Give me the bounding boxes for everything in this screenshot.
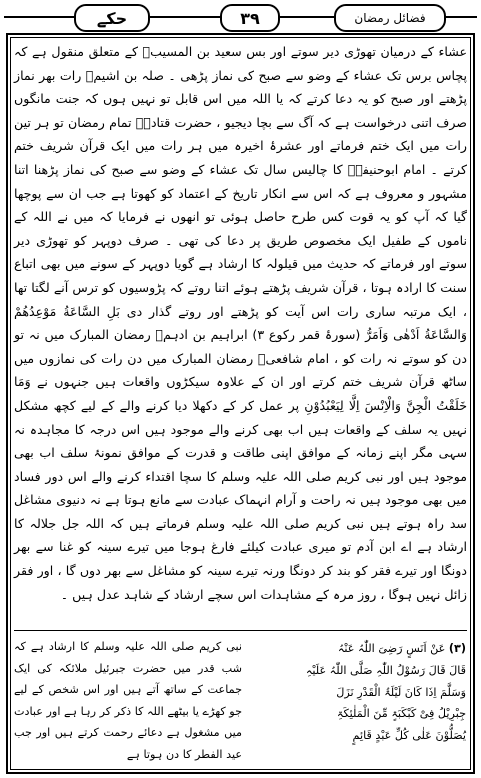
page-header	[4, 2, 477, 32]
hadith-translation-text: نبی کریم صلی اللہ علیہ وسلم کا ارشاد ہے کہ شب قدر میں حضرت جبرئیل ملائکہ کی ایک جماعت کے ساتھ آتے ہیں اور اس شخص کے لیے جو کھڑے یا بیٹھے اللہ کا ذکر کر رہا ہے اور عبادت میں مشغول ہے دعائے رحمت کرتے ہیں اور جب عید الفطر کا دن ہوتا ہے	[14, 640, 242, 761]
hadith-arabic-line-2: قَالَ قَالَ رَسُوْلُ اللّٰہِ صَلَّی اللّٰہُ عَلَیْہِ	[305, 663, 466, 677]
hadith-arabic-line-4: جِبْرِیْلُ فِیْ کَبْکَبَۃٍ مِّنَ الْمَلٰئِکَۃِ	[336, 707, 466, 721]
hadith-number: (۳)	[448, 642, 466, 655]
header-left-title: حکے	[74, 4, 150, 32]
hadith-arabic-line-1: (۳) عَنْ اَنَسٍ رَضِیَ اللّٰہُ عَنْہُ	[337, 642, 466, 655]
main-paragraph: عشاء کے درمیان تھوڑی دیر سوتے اور بس سعید بن المسیبؒ کے متعلق منقول ہے کہ پچاس برس تک عشاء کے وضو سے صبح کی نماز پڑھی ۔ صلہ بن اشیمؒ رات بھر نماز پڑھتے اور صبح کو یہ دعا کرتے کہ یا اللہ میں اس قابل تو نہیں ہوں کہ جنت مانگوں صرف اتنی درخواست ہے کہ آگ سے بچا دیجیو ، حضرت قتادہؒ تمام رمضان تو ہر تین رات میں ایک ختم فرماتے اور عشرۂ اخیرہ میں ہر رات میں ایک قرآن شریف ختم کرتے ۔ امام ابوحنیفہؒ کا چالیس سال تک عشاء کے وضو سے صبح کی نماز پڑھنا اتنا مشہور و معروف ہے کہ اس سے انکار تاریخ کے اعتماد کو کھوتا ہے جب ان سے پوچھا گیا کہ آپ کو یہ قوت کس طرح حاصل ہوئی تو انھوں نے فرمایا کہ میں نے اللہ کے ناموں کے طفیل ایک مخصوص طریق پر دعا کی تھی ۔ صرف دوپہر کو تھوڑی دیر سوتے اور فرماتے کہ حدیث میں قیلولہ کا ارشاد ہے گویا دوپہر کے سونے میں بھی اتباع سنت کا ارادہ ہوتا ، قرآن شریف پڑھتے ہوئے اتنا روتے کہ پڑوسیوں کو ترس آنے لگتا تھا ، ایک مرتبہ ساری رات اس آیت کو پڑھتے اور روتے گذار دی بَلِ السَّاعَةُ مَوْعِدُهُمْ وَالسَّاعَةُ اَدْهٰى وَاَمَرُّ (سورۂ قمر رکوع ۳) ابراہیم بن ادہمؒ رمضان المبارک میں نہ تو دن کو سوتے نہ رات کو ، امام شافعیؒ رمضان المبارک میں دن رات کی نمازوں میں ساٹھ قرآن شریف ختم کرتے اور ان کے علاوہ سیکڑوں واقعات ہیں جنہوں نے وَمَا خَلَقْتُ الْجِنَّ وَالْاِنْسَ اِلَّا لِيَعْبُدُوْنِ پر عمل کر کے دکھلا دیا کرنے والے کے لیے کچھ مشکل نہیں یہ سلف کے واقعات ہیں اب بھی کرنے والے موجود ہیں اس درجہ کا مجاہدہ نہ سہی مگر اپنے زمانہ کے موافق اپنی طاقت و قدرت کے موافق نمونۂ سلف اب بھی موجود ہیں اور نبی کریم صلی اللہ علیہ وسلم کا سچا اقتداء کرنے والے اس دور فساد میں بھی موجود ہیں نہ راحت و آرام انہماک عبادت سے مانع ہوتا ہے نہ دنیوی مشاغل سد راہ ہوتے ہیں نبی کریم صلی اللہ علیہ وسلم فرماتے ہیں کہ اللہ جل جلالہ کا ارشاد ہے اے ابن آدم تو میری عبادت کیلئے فارغ ہوجا میں تیرے سینہ کو غنا سے بھر دونگا اور تیرے فقر کو بند کر دونگا ورنہ تیرے سینہ کو مشاغل سے بھر دوں گا ، اور فقر زائل نہیں ہوگا ، روز مرہ کے مشاہدات اس سچے ارشاد کے شاہد عدل ہیں ۔	[14, 44, 467, 602]
section-divider	[14, 630, 467, 631]
book-title: فضائل رمضان	[334, 4, 446, 32]
hadith-translation	[14, 636, 242, 768]
hadith-arabic-line-3: وَسَلَّمَ اِذَا کَانَ لَیْلَۃُ الْقَدْرِ نَزَلَ	[336, 685, 466, 699]
hadith-arabic-line-5: یُصَلُّوْنَ عَلٰی کُلِّ عَبْدٍ قَائِمٍ	[352, 729, 466, 743]
page-number: ۳۹	[220, 4, 280, 32]
main-text-block	[14, 40, 467, 630]
hadith-arabic	[252, 638, 466, 768]
